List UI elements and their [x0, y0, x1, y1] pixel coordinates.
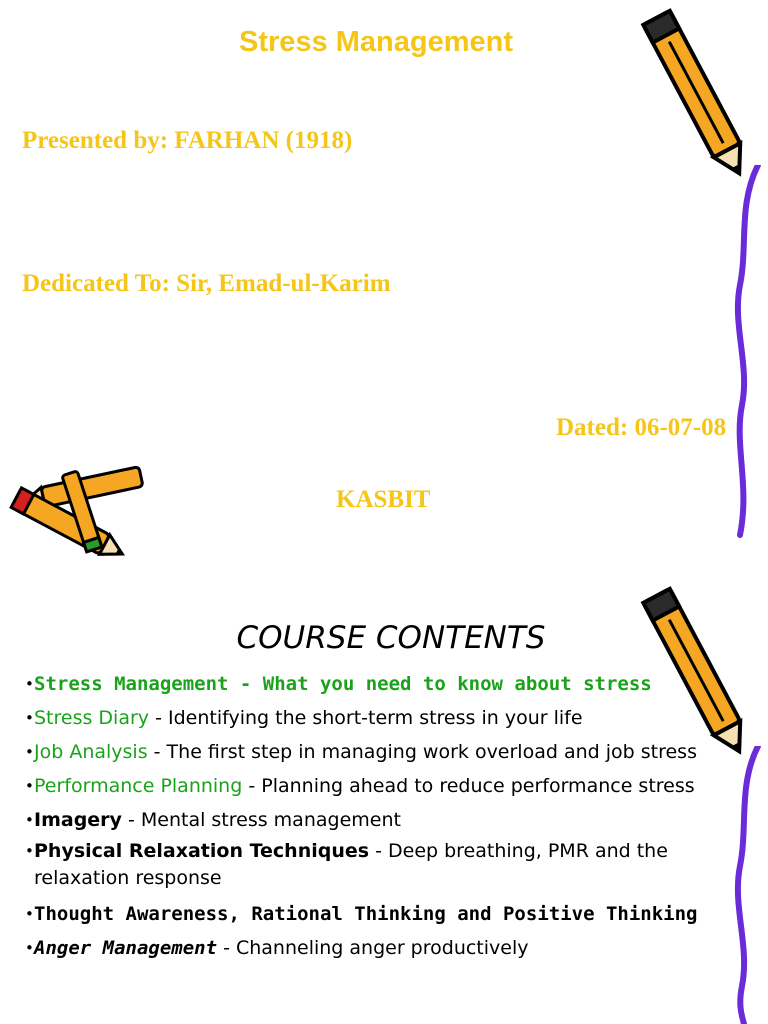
item-term: Performance Planning — [34, 775, 243, 797]
presenter-line: Presented by: FARHAN (1918) — [22, 127, 353, 154]
item-description: - Identifying the short-term stress in your life — [149, 707, 583, 729]
pencil-icon — [640, 0, 752, 185]
list-item: • Performance Planning - Planning ahead to reduce performance stress — [25, 775, 695, 797]
date-line: Dated: 06-07-08 — [556, 414, 727, 441]
item-description: - Planning ahead to reduce performance stress — [242, 775, 695, 797]
item-term: Stress Diary — [34, 707, 150, 729]
item-description: - The first step in managing work overload and job stress — [147, 741, 697, 763]
list-item: • Imagery - Mental stress management — [25, 809, 401, 831]
item-term: Job Analysis — [34, 741, 148, 763]
item-term: Physical Relaxation Techniques — [34, 840, 370, 862]
squiggle-line-icon — [728, 165, 768, 545]
contents-slide — [0, 576, 768, 1024]
contents-list — [25, 668, 749, 966]
dedication-line: Dedicated To: Sir, Emad-ul-Karim — [22, 270, 391, 297]
crossed-pencils-icon — [0, 462, 160, 572]
list-item: • Job Analysis - The first step in managing work overload and job stress — [25, 741, 697, 763]
item-description: - Deep breathing, PMR and the relaxation response — [34, 840, 668, 889]
list-item: • Thought Awareness, Rational Thinking and Positive Thinking — [25, 903, 698, 925]
item-term: Stress Management - What you need to know about stress — [34, 673, 652, 695]
organization-name: KASBIT — [336, 486, 431, 513]
slide-title: Stress Management — [239, 26, 513, 58]
item-term: Thought Awareness, Rational Thinking and Positive Thinking — [34, 903, 698, 925]
list-item: • Anger Management - Channeling anger productively — [25, 937, 529, 959]
contents-title: COURSE CONTENTS — [236, 620, 546, 656]
list-item: • Physical Relaxation Techniques - Deep breathing, PMR and the relaxation response — [25, 840, 668, 889]
item-description: - Mental stress management — [121, 809, 401, 831]
list-item: • Stress Diary - Identifying the short-term stress in your life — [25, 707, 583, 729]
list-item: • Stress Management - What you need to know about stress — [25, 673, 652, 695]
item-term: Anger Management — [34, 937, 218, 959]
item-description: - Channeling anger productively — [217, 937, 529, 959]
item-term: Imagery — [34, 809, 122, 831]
